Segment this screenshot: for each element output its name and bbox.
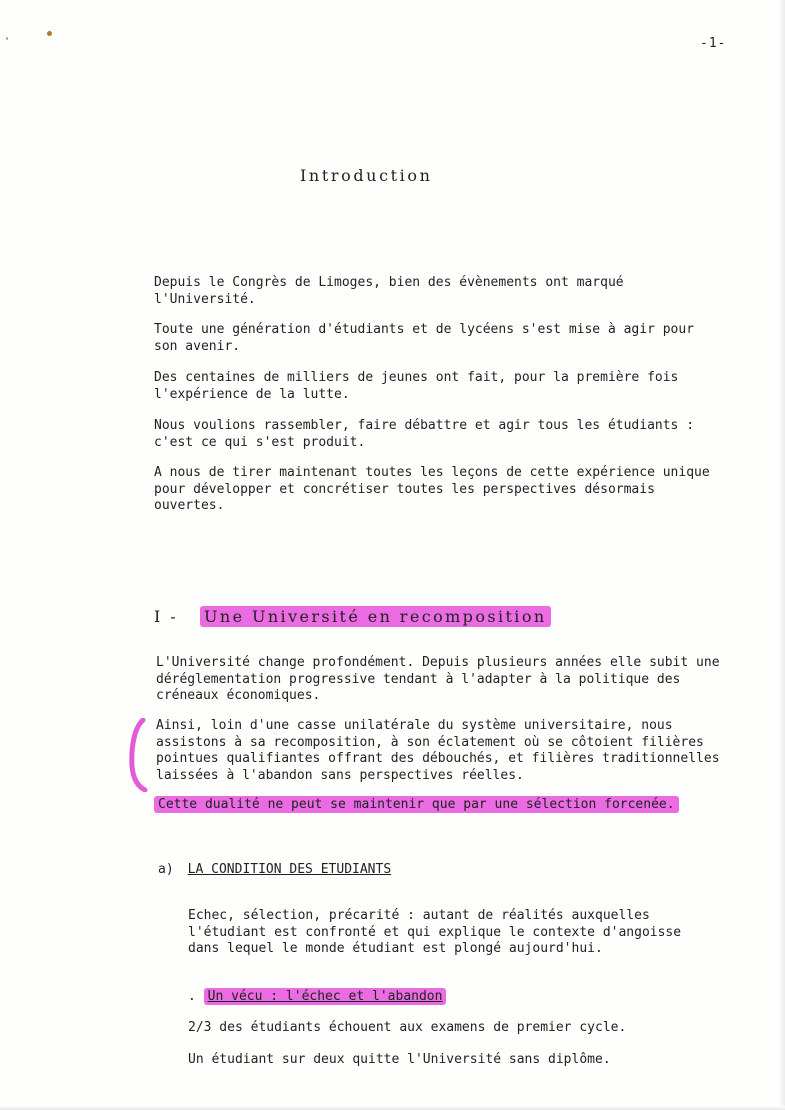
page-bottom-shadow (0, 1106, 785, 1110)
highlighted-sentence-text: Cette dualité ne peut se maintenir que par une sélection forcenée. (154, 796, 679, 813)
intro-paragraph-5: A nous de tirer maintenant toutes les leçons de cette expérience unique pour développer et concrétiser toutes les perspectives désormais ouvertes. (154, 465, 710, 513)
paper-speck (47, 31, 52, 36)
bullet-heading (188, 989, 446, 1004)
section-heading (154, 607, 551, 626)
page-title: Introduction (300, 166, 433, 185)
intro-paragraph-1: Depuis le Congrès de Limoges, bien des évènements ont marqué l'Université. (154, 275, 624, 307)
subsection-paragraph: Echec, sélection, précarité : autant de réalités auxquelles l'étudiant est confronté et qui explique le contexte d'angoisse dans lequel le monde étudiant est plongé aujourd'hui. (188, 908, 682, 956)
intro-paragraph-2: Toute une génération d'étudiants et de lycéens s'est mise à agir pour son avenir. (154, 322, 695, 354)
intro-paragraph-3: Des centaines de milliers de jeunes ont fait, pour la première fois l'expérience de la lutte. (154, 370, 679, 402)
statistic-line-2: Un étudiant sur deux quitte l'Université sans diplôme. (188, 1052, 611, 1067)
section-paragraph-1: L'Université change profondément. Depuis plusieurs années elle subit une déréglementation progressive tendant à l'adapter à la politique des créneaux économiques. (156, 655, 720, 703)
section-title-highlighted: Une Université en recomposition (200, 606, 551, 627)
subsection-heading (158, 862, 391, 877)
section-paragraph-2: Ainsi, loin d'une casse unilatérale du système universitaire, nous assistons à sa recomposition, à son éclatement où se côtoient filières pointues qualifiantes offrant des débouchés, et filières traditionnelles laissées à l'abandon sans perspectives réelles. (156, 718, 720, 783)
subsection-title: LA CONDITION DES ETUDIANTS (187, 862, 392, 877)
bullet-title-highlighted (204, 988, 447, 1005)
statistic-line-1: 2/3 des étudiants échouent aux examens de premier cycle. (188, 1020, 627, 1035)
handwritten-bracket-mark (128, 718, 148, 792)
intro-paragraph-4: Nous voulions rassembler, faire débattre et agir tous les étudiants : c'est ce qui s'est produit. (154, 418, 695, 450)
section-number: I - (154, 607, 179, 626)
paper-speck (6, 37, 8, 40)
page-edge-shadow (779, 0, 785, 1110)
bullet-marker: . (188, 989, 196, 1004)
subsection-label: a) (158, 862, 174, 877)
highlighted-sentence (154, 797, 679, 812)
bullet-title: Un vécu : l'échec et l'abandon (207, 989, 443, 1004)
page-number: -1- (700, 36, 727, 51)
